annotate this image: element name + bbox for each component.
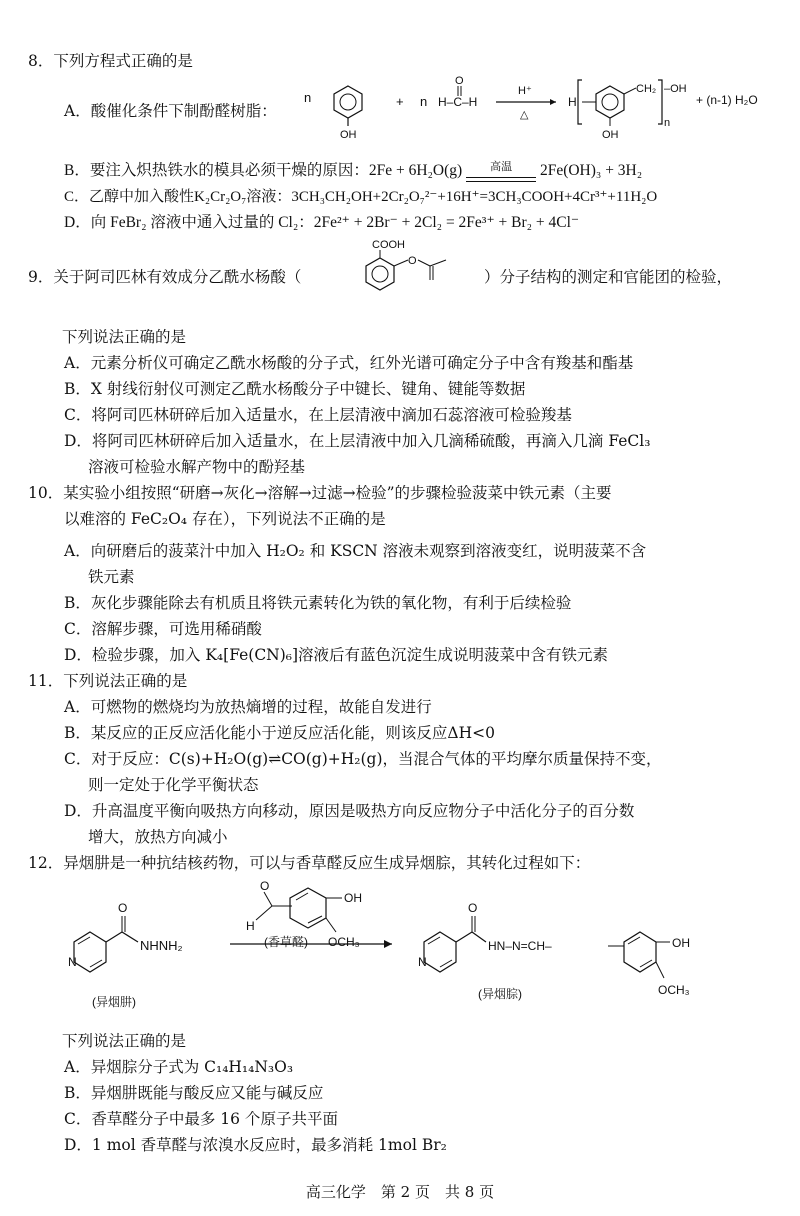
q12-reaction-scheme bbox=[60, 870, 760, 1030]
q12-option-d: D．1 mol 香草醛与浓溴水反应时，最多消耗 1mol Br₂ bbox=[64, 1136, 447, 1154]
svg-text:H⁺: H⁺ bbox=[518, 85, 532, 97]
q9-option-b: B．X 射线衍射仪可测定乙酰水杨酸分子中键长、键角、键能等数据 bbox=[64, 380, 526, 398]
q11-option-c-line2: 则一定处于化学平衡状态 bbox=[88, 776, 259, 794]
svg-text:OCH₃: OCH₃ bbox=[658, 983, 690, 997]
q9-option-a: A．元素分析仪可确定乙酰水杨酸的分子式，红外光谱可确定分子中含有羧基和酯基 bbox=[64, 354, 634, 372]
q8-option-c: C．乙醇中加入酸性K₂Cr₂O₇溶液：3CH₃CH₂OH+2Cr₂O₇²⁻+16H⁺=3CH₃COOH+4Cr³⁺+11H₂O bbox=[64, 189, 658, 205]
product-phenyl-ring bbox=[624, 932, 656, 972]
q10-option-c: C．溶解步骤，可选用稀硝酸 bbox=[64, 620, 262, 638]
q8-option-a: A．酸催化条件下制酚醛树脂： bbox=[64, 102, 277, 120]
q12-option-b: B．异烟肼既能与酸反应又能与碱反应 bbox=[64, 1084, 324, 1102]
svg-text:N: N bbox=[418, 955, 427, 969]
hydrazone-label: HN–N=CH– bbox=[488, 939, 552, 953]
q9-stem2: 下列说法正确的是 bbox=[62, 328, 187, 346]
page-footer: 高三化学 第 2 页 共 8 页 bbox=[305, 1183, 495, 1201]
q11-stem: 11．下列说法正确的是 bbox=[28, 672, 188, 690]
svg-text:OCH₃: OCH₃ bbox=[328, 935, 360, 949]
label-vanillin: (香草醛) bbox=[264, 935, 308, 949]
svg-text:OH: OH bbox=[602, 129, 619, 141]
q9-option-d-line1: D．将阿司匹林研碎后加入适量水，在上层清液中加入几滴稀硫酸，再滴入几滴 FeCl₃ bbox=[64, 432, 651, 450]
nhnh2-label: NHNH₂ bbox=[140, 938, 183, 953]
vanillin-ring bbox=[290, 888, 326, 928]
svg-text:O: O bbox=[455, 75, 464, 87]
label-isoniazid: (异烟肼) bbox=[92, 995, 136, 1009]
svg-text:CH₂: CH₂ bbox=[636, 83, 657, 95]
q8-stem: 8．下列方程式正确的是 bbox=[28, 52, 193, 70]
q8-phenolic-reaction bbox=[300, 72, 800, 152]
q10-option-b: B．灰化步骤能除去有机质且将铁元素转化为铁的氧化物，有利于后续检验 bbox=[64, 594, 572, 612]
svg-text:OH: OH bbox=[344, 891, 362, 905]
q11-option-c-line1: C．对于反应：C(s)+H₂O(g)⇌CO(g)+H₂(g)，当混合气体的平均摩尔质量保持不变， bbox=[64, 750, 662, 768]
svg-text:△: △ bbox=[520, 109, 529, 121]
q10-stem-line2: 以难溶的 FeC₂O₄ 存在），下列说法不正确的是 bbox=[64, 510, 386, 528]
q11-option-b: B．某反应的正反应活化能小于逆反应活化能，则该反应ΔH<0 bbox=[64, 724, 495, 742]
pyridine-ring-2 bbox=[424, 932, 456, 972]
q10-option-d: D．检验步骤，加入 K₄[Fe(CN)₆]溶液后有蓝色沉淀生成说明菠菜中含有铁元素 bbox=[64, 646, 609, 664]
svg-text:O: O bbox=[408, 255, 417, 267]
resin-ring bbox=[596, 86, 624, 118]
q8-product-tail: + (n-1) H₂O bbox=[696, 93, 758, 107]
svg-text:H–C–H: H–C–H bbox=[438, 95, 478, 109]
q8-n-coef: n bbox=[304, 90, 312, 105]
q11-option-d-line1: D．升高温度平衡向吸热方向移动，原因是吸热方向反应物分子中活化分子的百分数 bbox=[64, 802, 635, 820]
q9-option-d-line2: 溶液可检验水解产物中的酚羟基 bbox=[88, 458, 306, 476]
phenol-ring bbox=[334, 86, 362, 118]
q8-option-b: B．要注入炽热铁水的模具必须干燥的原因：2Fe + 6H₂O(g) 高温 2Fe(OH)₃ + 3H₂ bbox=[64, 160, 642, 182]
svg-text:–OH: –OH bbox=[664, 83, 687, 95]
svg-text:n: n bbox=[664, 117, 671, 129]
svg-text:COOH: COOH bbox=[372, 239, 405, 251]
label-product: (异烟腙) bbox=[478, 987, 522, 1001]
svg-text:O: O bbox=[468, 901, 478, 915]
pyridine-ring-1 bbox=[74, 932, 106, 972]
q8-b-condition: 高温 bbox=[490, 161, 513, 173]
q9-option-c: C．将阿司匹林研碎后加入适量水，在上层清液中滴加石蕊溶液可检验羧基 bbox=[64, 406, 572, 424]
q9-stem-pre: 9．关于阿司匹林有效成分乙酰水杨酸（ bbox=[28, 268, 302, 286]
q12-option-c: C．香草醛分子中最多 16 个原子共平面 bbox=[64, 1110, 338, 1128]
q8-option-d: D．向 FeBr₂ 溶液中通入过量的 Cl₂：2Fe²⁺ + 2Br⁻ + 2Cl₂ = 2Fe³⁺ + Br₂ + 4Cl⁻ bbox=[64, 214, 580, 231]
svg-text:n: n bbox=[420, 94, 428, 109]
svg-text:N: N bbox=[68, 955, 77, 969]
aspirin-structure bbox=[352, 236, 482, 308]
svg-text:OH: OH bbox=[340, 129, 357, 141]
svg-text:O: O bbox=[118, 901, 128, 915]
svg-text:H: H bbox=[568, 95, 577, 109]
q10-option-a-line2: 铁元素 bbox=[88, 568, 135, 586]
svg-text:OH: OH bbox=[672, 936, 690, 950]
q12-stem2: 下列说法正确的是 bbox=[62, 1032, 187, 1050]
q11-option-d-line2: 增大，放热方向减小 bbox=[88, 828, 228, 846]
q10-option-a-line1: A．向研磨后的菠菜汁中加入 H₂O₂ 和 KSCN 溶液未观察到溶液变红，说明菠菜不含 bbox=[64, 542, 647, 560]
q12-option-a: A．异烟腙分子式为 C₁₄H₁₄N₃O₃ bbox=[64, 1058, 294, 1076]
q12-stem: 12．异烟肼是一种抗结核药物，可以与香草醛反应生成异烟腙，其转化过程如下： bbox=[28, 854, 591, 872]
q9-stem-post: ）分子结构的测定和官能团的检验， bbox=[484, 268, 733, 286]
svg-text:H: H bbox=[246, 919, 255, 933]
svg-text:O: O bbox=[260, 879, 270, 893]
q10-stem-line1: 10．某实验小组按照“研磨→灰化→溶解→过滤→检验”的步骤检验菠菜中铁元素（主要 bbox=[28, 484, 612, 502]
q11-option-a: A．可燃物的燃烧均为放热熵增的过程，故能自发进行 bbox=[64, 698, 432, 716]
q8-plus: + bbox=[396, 94, 404, 109]
